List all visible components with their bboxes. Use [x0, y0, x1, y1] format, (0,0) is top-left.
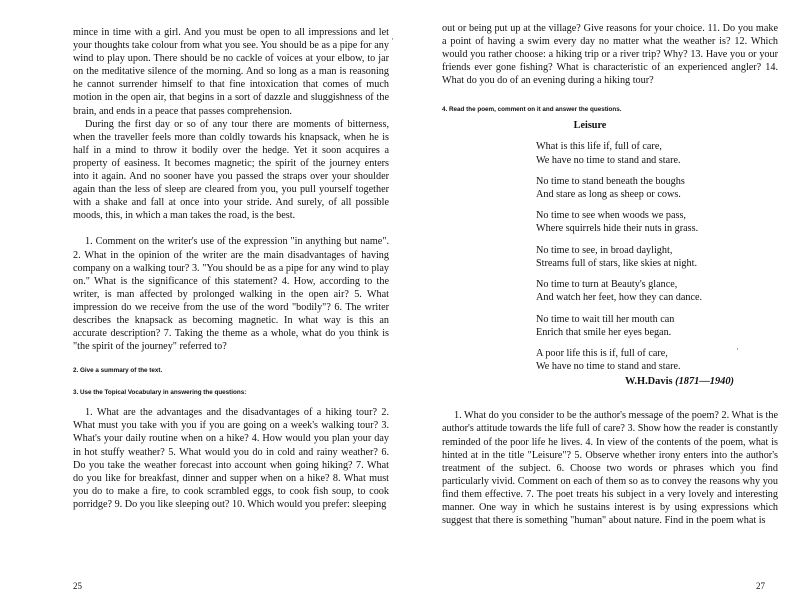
paragraph-gap [73, 222, 389, 235]
poem-line: We have no time to stand and stare. [536, 154, 681, 166]
scan-mark: · [736, 344, 739, 354]
poem-author: W.H.Davis [624, 376, 673, 388]
essay-questions: 1. Comment on the writer's use of the expression "in anything but name". 2. What in the opinion of the writer are the main disadvantages of having company on a walking tour? 3. "You should be as a pipe for any wind to play on." What is the significance of this statement? 4. How, according to the writer, is man affected by prolonged walking in the open air? 5. What impression do we receive from the use of the word "bodily"? 6. The writer describes the knapsack as becoming magnetic. In what way is this an accurate description? 7. Taking the theme as a whole, what do you think is "the spirit of the journey" referred to? [73, 236, 389, 353]
poem-questions: 1. What do you consider to be the author's message of the poem? 2. What is the author's attitude towards the life full of care? 3. Show how the reader is constantly reminded of the poor life he lives. 4. In view of the contents of the poem, what is hinted at in the title "Leisure"? 5. Observe whether irony enters into the author's treatment of the subject. 6. Choose two words or phrases which you find particularly vivid. Comment on each of them so as to convey the reasons why you find them effective. 7. The poet treats his subject in a very lovely and interesting manner. One way in which he sustains interest is by using expressions which suggest that there is something "human" about nature. Find in the poem what is [442, 410, 778, 527]
page-number-right: 27 [756, 581, 765, 591]
essay-paragraph-1: mince in time with a girl. And you must be open to all impressions and let your thoughts take colour from what you see. You should be as a pipe for any wind to play upon. There should be no cackle of voices at your elbow, to jar on the meditative silence of the morning. And so long as a man is reasoning he cannot surrender himself to that fine intoxication that comes of much motion in the open air, that begins in a sort of dazzle and sluggishness of the brain, and ends in a peace that passes comprehension. [73, 27, 389, 117]
poem-line: What is this life if, full of care, [536, 141, 662, 153]
poem-attribution [442, 376, 734, 387]
poem-stanza [536, 347, 778, 373]
poem-line: We have no time to stand and stare. [536, 361, 681, 373]
poem-line: And stare as long as sheep or cows. [536, 189, 681, 201]
poem-line: No time to turn at Beauty's glance, [536, 279, 678, 291]
poem-line: Streams full of stars, like skies at night. [536, 257, 697, 269]
page-number-left: 25 [73, 581, 82, 591]
poem-line: No time to see when woods we pass, [536, 210, 686, 222]
poem-line: No time to wait till her mouth can [536, 313, 675, 325]
poem-title: Leisure [573, 120, 607, 132]
continued-questions: out or being put up at the village? Give reasons for your choice. 11. Do you make a point of having a swim every day no matter what the weather is? 12. Which would you rather choose: a hiking trip or a river trip? Why? 13. Have you or your friends ever gone fishing? What is characteristic of an experienced angler? 14. What do you do of an evening during a hiking tour? [442, 23, 778, 87]
task-3-heading: 3. Use the Topical Vocabulary in answering the questions: [73, 389, 247, 397]
poem-stanza [536, 140, 778, 166]
section-gap [442, 387, 778, 409]
essay-paragraph-2: During the first day or so of any tour there are moments of bitterness, when the traveller feels more than coldly towards his knapsack, when he is half in a mind to throw it bodily over the hedge. Yet it soon acquires a property of easiness. It becomes magnetic; the spirit of the journey enters into it again. And no sooner have you passed the straps over your shoulder again than the less of sleep are cleared from you, you pull yourself together with a shake and fall at once into your stride. And surely, of all possible moods, this, in which a man takes the road, is the best. [73, 118, 389, 222]
right-page [400, 0, 800, 599]
poem-stanza [536, 175, 778, 201]
poem-line: Enrich that smile her eyes began. [536, 326, 672, 338]
poem-stanza [536, 313, 778, 339]
right-page-column [442, 22, 778, 527]
poem-line: A poor life this is if, full of care, [536, 347, 668, 359]
poem-stanza [536, 244, 778, 270]
scan-mark: · [391, 34, 394, 44]
poem [536, 140, 778, 373]
poem-line: No time to stand beneath the boughs [536, 175, 685, 187]
left-page-column [73, 26, 389, 511]
poem-stanza [536, 209, 778, 235]
task-4-heading: 4. Read the poem, comment on it and answer the questions. [442, 106, 622, 114]
poem-line: No time to see, in broad daylight, [536, 244, 673, 256]
vocabulary-questions: 1. What are the advantages and the disadvantages of a hiking tour? 2. What must you take with you if you are going on a week's walking tour? 3. What's your daily routine when on a hike? 4. How would you plan your day in hot stuffy weather? 5. What would you do in cold and rainy weather? 6. Do you take the weather forecast into account when going hiking? 7. What do you like for breakfast, dinner and supper when on a hike? 8. What must you do to make a fire, to cook scrambled eggs, to cook fish soup, to cook porridge? 9. Do you like sleeping out? 10. Which would you prefer: sleeping [73, 407, 389, 510]
task-2-heading: 2. Give a summary of the text. [73, 367, 163, 375]
poem-stanza [536, 278, 778, 304]
poem-line: Where squirrels hide their nuts in grass. [536, 223, 699, 235]
poem-author-years: (1871—1940) [675, 376, 734, 388]
poem-line: And watch her feet, how they can dance. [536, 292, 703, 304]
